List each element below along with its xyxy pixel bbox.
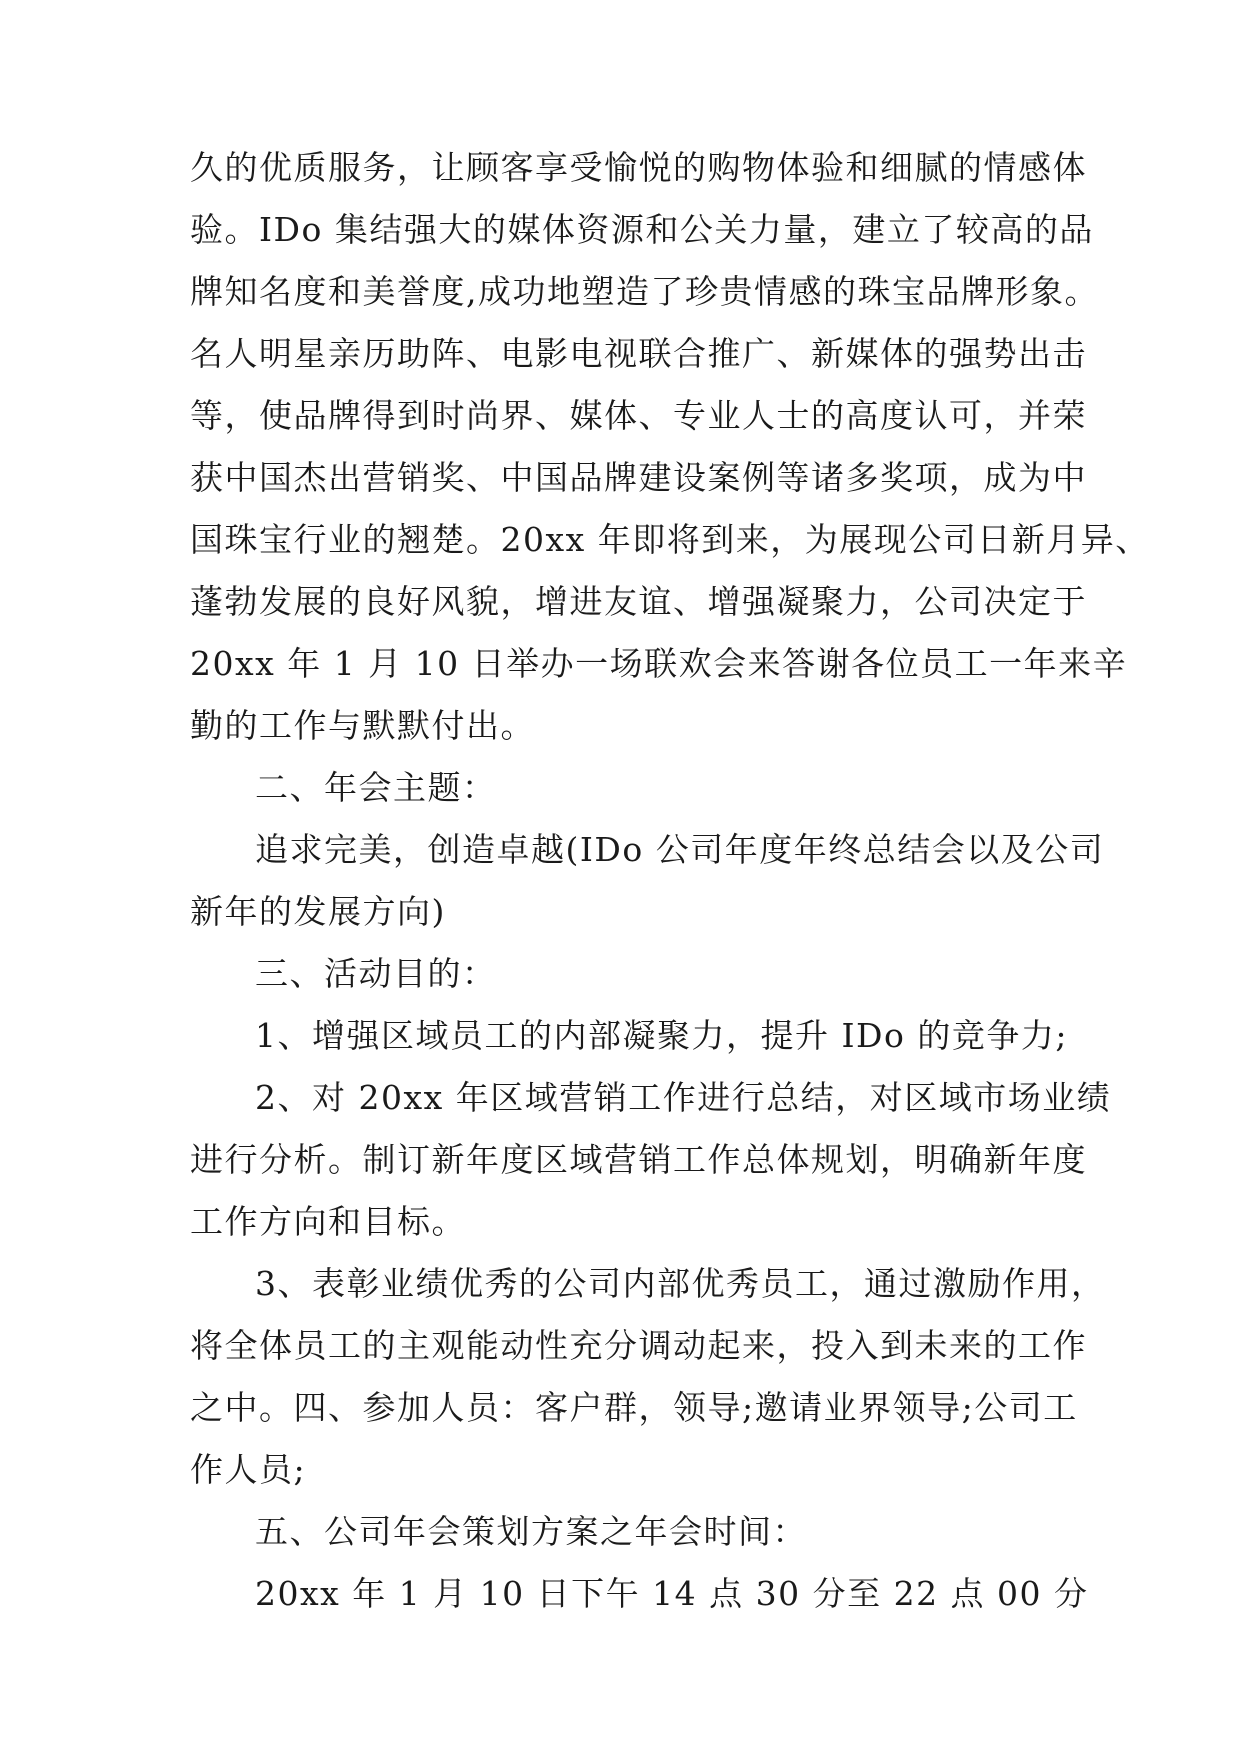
text-line: 新年的发展方向)	[190, 892, 446, 931]
text-line: 进行分析。制订新年度区域营销工作总体规划，明确新年度	[190, 1140, 1087, 1179]
section-heading: 五、公司年会策划方案之年会时间：	[255, 1512, 807, 1551]
text-line: 工作方向和目标。	[190, 1202, 466, 1241]
list-item: 2、对 20xx 年区域营销工作进行总结，对区域市场业绩	[255, 1078, 1112, 1117]
text-line: 勤的工作与默默付出。	[190, 706, 535, 745]
text-line: 验。IDo 集结强大的媒体资源和公关力量，建立了较高的品	[190, 210, 1094, 249]
text-line: 作人员;	[190, 1450, 307, 1489]
list-item: 3、表彰业绩优秀的公司内部优秀员工，通过激励作用，	[255, 1264, 1106, 1303]
text-line: 牌知名度和美誉度,成功地塑造了珍贵情感的珠宝品牌形象。	[190, 272, 1099, 311]
text-line: 20xx 年 1 月 10 日举办一场联欢会来答谢各位员工一年来辛	[190, 644, 1128, 683]
text-line: 名人明星亲历助阵、电影电视联合推广、新媒体的强势出击	[190, 334, 1087, 373]
text-line: 之中。四、参加人员：客户群，领导;邀请业界领导;公司工	[190, 1388, 1078, 1427]
text-line: 20xx 年 1 月 10 日下午 14 点 30 分至 22 点 00 分	[255, 1574, 1089, 1613]
section-heading: 二、年会主题：	[255, 768, 497, 807]
text-line: 将全体员工的主观能动性充分调动起来，投入到未来的工作	[190, 1326, 1087, 1365]
section-heading: 三、活动目的：	[255, 954, 497, 993]
list-item: 1、增强区域员工的内部凝聚力，提升 IDo 的竞争力;	[255, 1016, 1068, 1055]
text-line: 蓬勃发展的良好风貌，增进友谊、增强凝聚力，公司决定于	[190, 582, 1087, 621]
text-line: 追求完美，创造卓越(IDo 公司年度年终总结会以及公司	[255, 830, 1105, 869]
text-line: 国珠宝行业的翘楚。20xx 年即将到来，为展现公司日新月异、	[190, 520, 1150, 559]
text-line: 久的优质服务，让顾客享受愉悦的购物体验和细腻的情感体	[190, 148, 1087, 187]
text-line: 获中国杰出营销奖、中国品牌建设案例等诸多奖项，成为中	[190, 458, 1087, 497]
text-line: 等，使品牌得到时尚界、媒体、专业人士的高度认可，并荣	[190, 396, 1087, 435]
